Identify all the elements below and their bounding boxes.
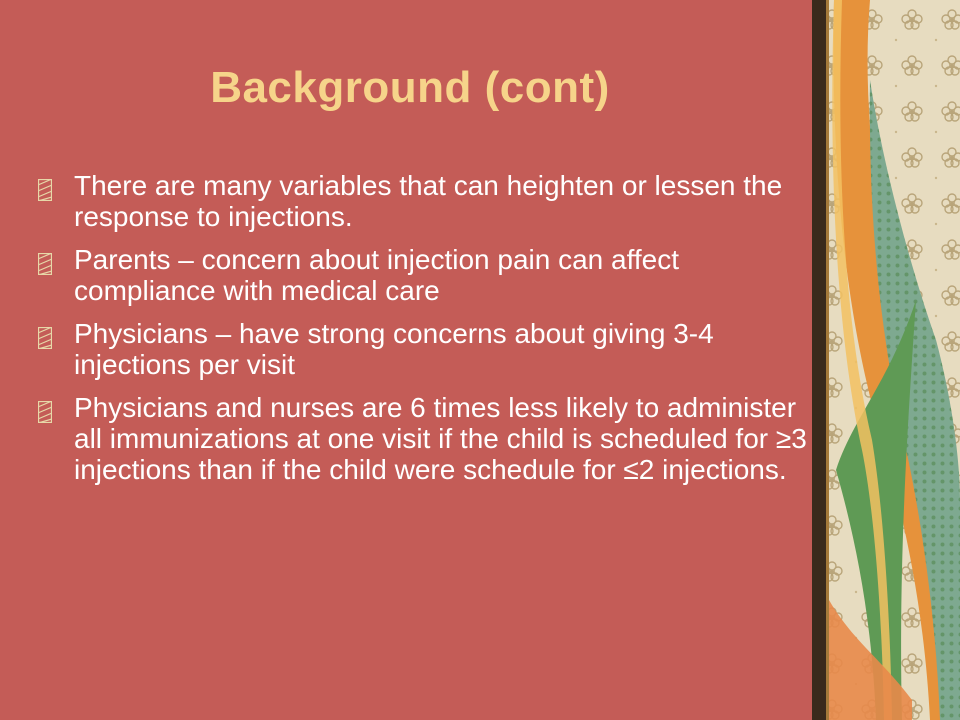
bullet-item [38,318,808,380]
bullet-text: Physicians and nurses are 6 times less likely to administer all immunizations at one visit if the child is scheduled for ≥3 injections than if the child were schedule for ≤2 injections. [74,392,807,485]
bullet-list [38,170,808,497]
hatched-box-icon [38,179,52,201]
hatched-box-icon [38,401,52,423]
bullet-text: Parents – concern about injection pain can affect compliance with medical care [74,244,679,306]
panel-border [812,0,826,720]
hatched-box-icon [38,253,52,275]
bullet-text: There are many variables that can heighten or lessen the response to injections. [74,170,783,232]
bullet-item [38,392,808,485]
hatched-box-icon [38,327,52,349]
floral-ribbon-panel [812,0,960,720]
bullet-item [38,244,808,306]
slide-title: Background (cont) [210,63,610,112]
bullet-text: Physicians – have strong concerns about giving 3-4 injections per visit [74,318,714,380]
bullet-item [38,170,808,232]
